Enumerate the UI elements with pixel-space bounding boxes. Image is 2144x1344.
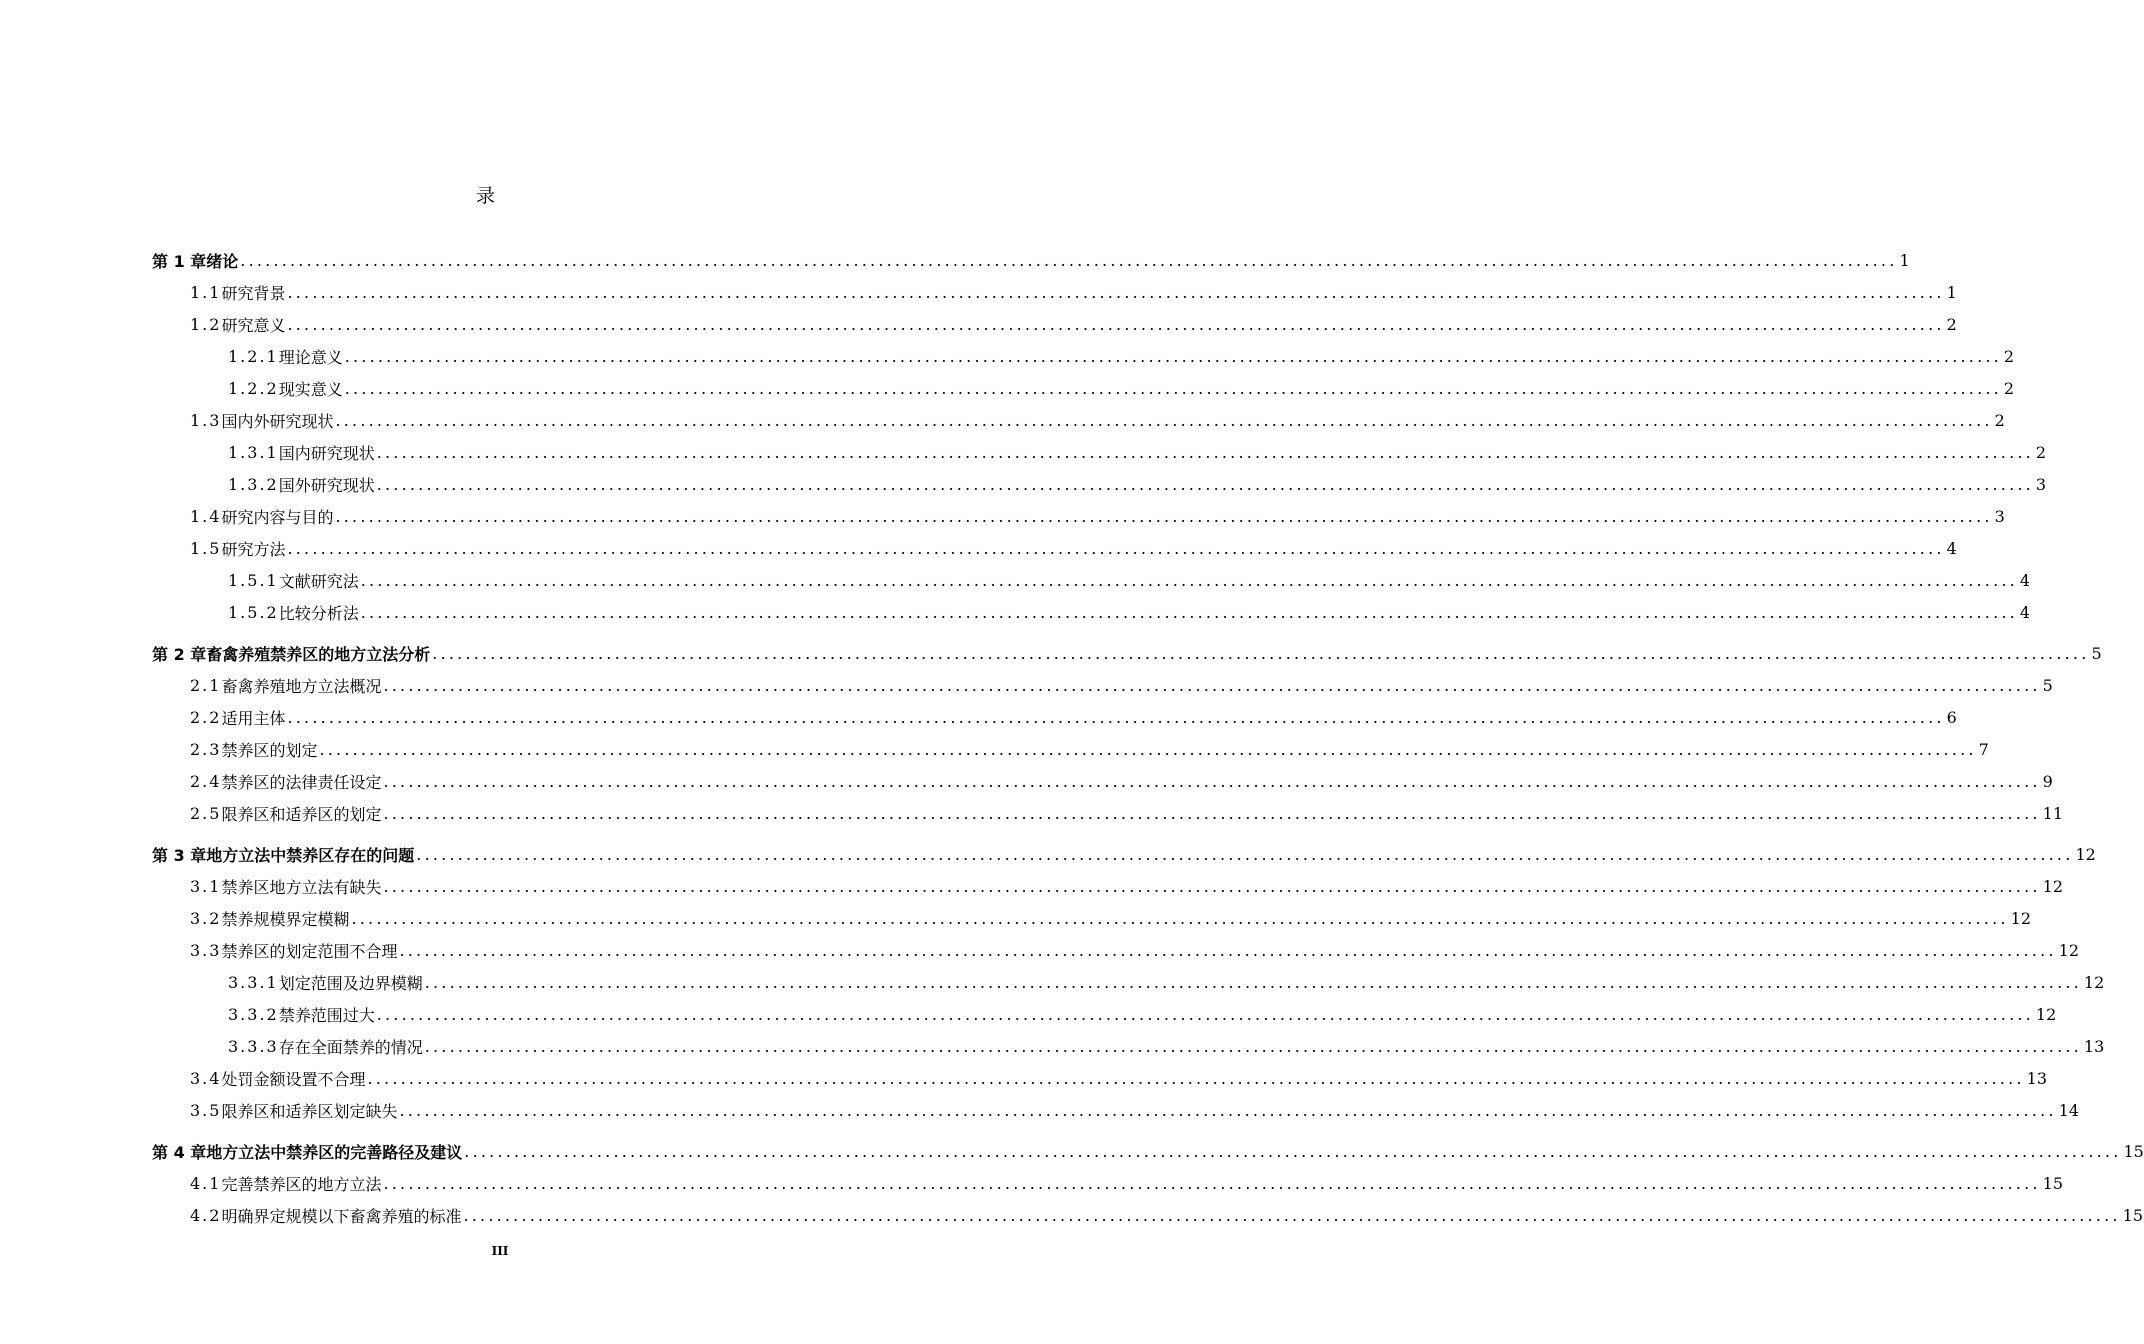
- page-number-footer: III: [491, 1244, 509, 1258]
- toc-entry-title: 地方立法中禁养区存在的问题: [206, 845, 415, 865]
- toc-entry-number: 1.4: [190, 506, 222, 526]
- toc-entry-number: 3.3: [190, 940, 222, 960]
- toc-entry-title: 限养区和适养区划定缺失: [221, 1101, 398, 1121]
- toc-section-entry[interactable]: [152, 564, 2031, 596]
- toc-entry-page: 2: [2003, 346, 2015, 366]
- toc-dot-leader: ........................................................................................................................................................................................................: [351, 908, 2009, 928]
- toc-entry-title: 适用主体: [221, 708, 286, 728]
- toc-dot-leader: ........................................................................................................................................................................................................: [287, 314, 1945, 334]
- toc-dot-leader: ........................................................................................................................................................................................................: [367, 1068, 2025, 1088]
- toc-entry-title: 禁养区地方立法有缺失: [221, 877, 382, 897]
- toc-entry-number: 4.2: [190, 1205, 222, 1225]
- toc-section-entry[interactable]: [152, 669, 2053, 701]
- toc-section-entry[interactable]: [152, 870, 2064, 902]
- toc-section-entry[interactable]: [152, 436, 2047, 468]
- toc-entry-page: 2: [2035, 442, 2047, 462]
- toc-entry-number: 3.3.1: [228, 972, 279, 992]
- toc-entry-page: 9: [2042, 771, 2053, 791]
- toc-entry-number: 1.2.1: [228, 346, 279, 366]
- toc-dot-leader: ........................................................................................................................................................................................................: [240, 250, 1898, 270]
- toc-section-entry[interactable]: [152, 733, 1989, 765]
- toc-entry-title: 划定范围及边界模糊: [278, 973, 423, 993]
- toc-dot-leader: ........................................................................................................................................................................................................: [335, 506, 1993, 526]
- toc-entry-title: 畜禽养殖地方立法概况: [221, 676, 382, 696]
- toc-dot-leader: ........................................................................................................................................................................................................: [376, 474, 2034, 494]
- toc-section-entry[interactable]: [152, 797, 2064, 829]
- toc-section-entry[interactable]: [152, 532, 1957, 564]
- toc-chapter-entry[interactable]: [152, 637, 2102, 669]
- toc-entry-number: 1.3.2: [228, 474, 279, 494]
- toc-entry-page: 12: [2083, 972, 2105, 992]
- toc-entry-title: 禁养规模界定模糊: [221, 909, 350, 929]
- toc-entry-number: 1.5.1: [228, 570, 279, 590]
- toc-entry-title: 国内外研究现状: [221, 411, 334, 431]
- toc-dot-leader: ........................................................................................................................................................................................................: [383, 1173, 2041, 1193]
- toc-dot-leader: ........................................................................................................................................................................................................: [424, 1036, 2082, 1056]
- toc-dot-leader: ........................................................................................................................................................................................................: [319, 739, 1977, 759]
- toc-section-entry[interactable]: [152, 308, 1957, 340]
- toc-entry-title: 比较分析法: [278, 603, 359, 623]
- toc-dot-leader: ........................................................................................................................................................................................................: [464, 1141, 2122, 1161]
- toc-section-entry[interactable]: [152, 934, 2080, 966]
- toc-entry-page: 4: [2019, 570, 2031, 590]
- toc-entry-page: 13: [2026, 1068, 2048, 1088]
- toc-dot-leader: ........................................................................................................................................................................................................: [376, 1004, 2034, 1024]
- toc-chapter-entry[interactable]: [152, 244, 1910, 276]
- toc-entry-number: 3.5: [190, 1100, 222, 1120]
- toc-dot-leader: ........................................................................................................................................................................................................: [399, 940, 2057, 960]
- toc-dot-leader: ........................................................................................................................................................................................................: [344, 378, 2002, 398]
- toc-dot-leader: ........................................................................................................................................................................................................: [376, 442, 2034, 462]
- toc-entry-number: 4.1: [190, 1173, 222, 1193]
- toc-entry-title: 绪论: [206, 251, 239, 271]
- toc-entry-number: 1.3: [190, 410, 222, 430]
- toc-entry-number: 3.1: [190, 876, 222, 896]
- toc-entry-page: 3: [2035, 474, 2047, 494]
- toc-section-entry[interactable]: [152, 1167, 2064, 1199]
- toc-section-entry[interactable]: [152, 1094, 2080, 1126]
- toc-entry-page: 5: [2091, 643, 2102, 663]
- toc-entry-title: 国外研究现状: [278, 475, 375, 495]
- toc-entry-number: 1.2: [190, 314, 222, 334]
- toc-entry-title: 明确界定规模以下畜禽养殖的标准: [221, 1206, 462, 1226]
- toc-entry-title: 存在全面禁养的情况: [278, 1037, 423, 1057]
- toc-entry-title: 国内研究现状: [278, 443, 375, 463]
- toc-section-entry[interactable]: [152, 276, 1957, 308]
- toc-section-entry[interactable]: [152, 340, 2015, 372]
- toc-entry-page: 15: [2122, 1205, 2144, 1225]
- toc-entry-number: 2.2: [190, 707, 222, 727]
- toc-entry-page: 2: [1994, 410, 2005, 430]
- toc-entry-title: 畜禽养殖禁养区的地方立法分析: [206, 644, 431, 664]
- toc-dot-leader: ........................................................................................................................................................................................................: [287, 538, 1945, 558]
- toc-entry-page: 12: [2035, 1004, 2057, 1024]
- toc-chapter-entry[interactable]: [152, 838, 2096, 870]
- toc-dot-leader: ........................................................................................................................................................................................................: [383, 675, 2041, 695]
- toc-section-entry[interactable]: [152, 404, 2005, 436]
- toc-entry-title: 现实意义: [278, 379, 343, 399]
- toc-entry-title: 地方立法中禁养区的完善路径及建议: [206, 1142, 463, 1162]
- toc-entry-page: 12: [2010, 908, 2032, 928]
- toc-entry-title: 禁养区的划定范围不合理: [221, 941, 398, 961]
- toc-entry-number: 2.5: [190, 803, 222, 823]
- toc-section-entry[interactable]: [152, 596, 2031, 628]
- toc-dot-leader: ........................................................................................................................................................................................................: [360, 570, 2018, 590]
- toc-entry-title: 研究意义: [221, 315, 286, 335]
- toc-section-entry[interactable]: [152, 966, 2105, 998]
- toc-entry-page: 2: [2003, 378, 2015, 398]
- toc-dot-leader: ........................................................................................................................................................................................................: [432, 643, 2090, 663]
- toc-entry-title: 限养区和适养区的划定: [221, 804, 382, 824]
- toc-section-entry[interactable]: [152, 765, 2053, 797]
- toc-entry-page: 12: [2075, 844, 2096, 864]
- toc-entry-page: 11: [2042, 803, 2064, 823]
- toc-dot-leader: ........................................................................................................................................................................................................: [383, 771, 2041, 791]
- toc-entry-page: 2: [1946, 314, 1957, 334]
- toc-section-entry[interactable]: [152, 1062, 2048, 1094]
- toc-dot-leader: ........................................................................................................................................................................................................: [287, 707, 1945, 727]
- toc-entry-page: 12: [2058, 940, 2080, 960]
- toc-dot-leader: ........................................................................................................................................................................................................: [383, 876, 2041, 896]
- toc-entry-number: 3.2: [190, 908, 222, 928]
- toc-entry-page: 15: [2042, 1173, 2064, 1193]
- toc-dot-leader: ........................................................................................................................................................................................................: [344, 346, 2002, 366]
- toc-entry-number: 2.4: [190, 771, 222, 791]
- toc-entry-title: 研究内容与目的: [221, 507, 334, 527]
- toc-entry-page: 1: [1946, 282, 1957, 302]
- toc-section-entry[interactable]: [152, 372, 2015, 404]
- toc-dot-leader: ........................................................................................................................................................................................................: [360, 602, 2018, 622]
- toc-section-entry[interactable]: [152, 500, 2005, 532]
- toc-entry-number: 第 3 章: [152, 845, 207, 865]
- toc-entry-page: 1: [1899, 250, 1910, 270]
- toc-dot-leader: ........................................................................................................................................................................................................: [399, 1100, 2057, 1120]
- toc-entry-title: 禁养区的法律责任设定: [221, 772, 382, 792]
- toc-dot-leader: ........................................................................................................................................................................................................: [335, 410, 1993, 430]
- toc-entry-number: 2.3: [190, 739, 222, 759]
- toc-entry-title: 研究背景: [221, 283, 286, 303]
- toc-entry-number: 第 4 章: [152, 1142, 207, 1162]
- toc-entry-page: 3: [1994, 506, 2005, 526]
- toc-section-entry[interactable]: [152, 701, 1957, 733]
- toc-dot-leader: ........................................................................................................................................................................................................: [424, 972, 2082, 992]
- toc-entry-number: 3.4: [190, 1068, 222, 1088]
- toc-dot-leader: ........................................................................................................................................................................................................: [383, 803, 2041, 823]
- toc-entry-number: 1.1: [190, 282, 222, 302]
- toc-title: 录: [475, 185, 496, 207]
- toc-entry-page: 4: [2019, 602, 2031, 622]
- toc-entry-number: 1.2.2: [228, 378, 279, 398]
- toc-entry-page: 15: [2123, 1141, 2144, 1161]
- toc-entry-number: 2.1: [190, 675, 222, 695]
- toc-dot-leader: ........................................................................................................................................................................................................: [416, 844, 2074, 864]
- toc-entry-page: 12: [2042, 876, 2064, 896]
- toc-entry-number: 1.3.1: [228, 442, 279, 462]
- toc-entry-number: 1.5: [190, 538, 222, 558]
- toc-section-entry[interactable]: [152, 1030, 2105, 1062]
- toc-entry-number: 3.3.3: [228, 1036, 279, 1056]
- toc-entry-page: 6: [1946, 707, 1957, 727]
- table-of-contents: [152, 244, 2144, 1231]
- toc-section-entry[interactable]: [152, 902, 2032, 934]
- toc-section-entry[interactable]: [152, 998, 2057, 1030]
- toc-entry-page: 13: [2083, 1036, 2105, 1056]
- toc-section-entry[interactable]: [152, 468, 2047, 500]
- toc-entry-page: 14: [2058, 1100, 2080, 1120]
- toc-entry-title: 处罚金额设置不合理: [221, 1069, 366, 1089]
- toc-entry-number: 第 2 章: [152, 644, 207, 664]
- toc-entry-title: 完善禁养区的地方立法: [221, 1174, 382, 1194]
- toc-entry-page: 5: [2042, 675, 2053, 695]
- toc-entry-page: 4: [1946, 538, 1957, 558]
- toc-entry-title: 文献研究法: [278, 571, 359, 591]
- toc-dot-leader: ........................................................................................................................................................................................................: [463, 1205, 2121, 1225]
- toc-entry-page: 7: [1978, 739, 1989, 759]
- toc-entry-number: 1.5.2: [228, 602, 279, 622]
- toc-entry-title: 理论意义: [278, 347, 343, 367]
- toc-entry-title: 禁养区的划定: [221, 740, 318, 760]
- toc-entry-number: 第 1 章: [152, 251, 207, 271]
- toc-chapter-entry[interactable]: [152, 1135, 2144, 1167]
- toc-section-entry[interactable]: [152, 1199, 2144, 1231]
- toc-entry-title: 禁养范围过大: [278, 1005, 375, 1025]
- toc-entry-title: 研究方法: [221, 539, 286, 559]
- toc-dot-leader: ........................................................................................................................................................................................................: [287, 282, 1945, 302]
- toc-entry-number: 3.3.2: [228, 1004, 279, 1024]
